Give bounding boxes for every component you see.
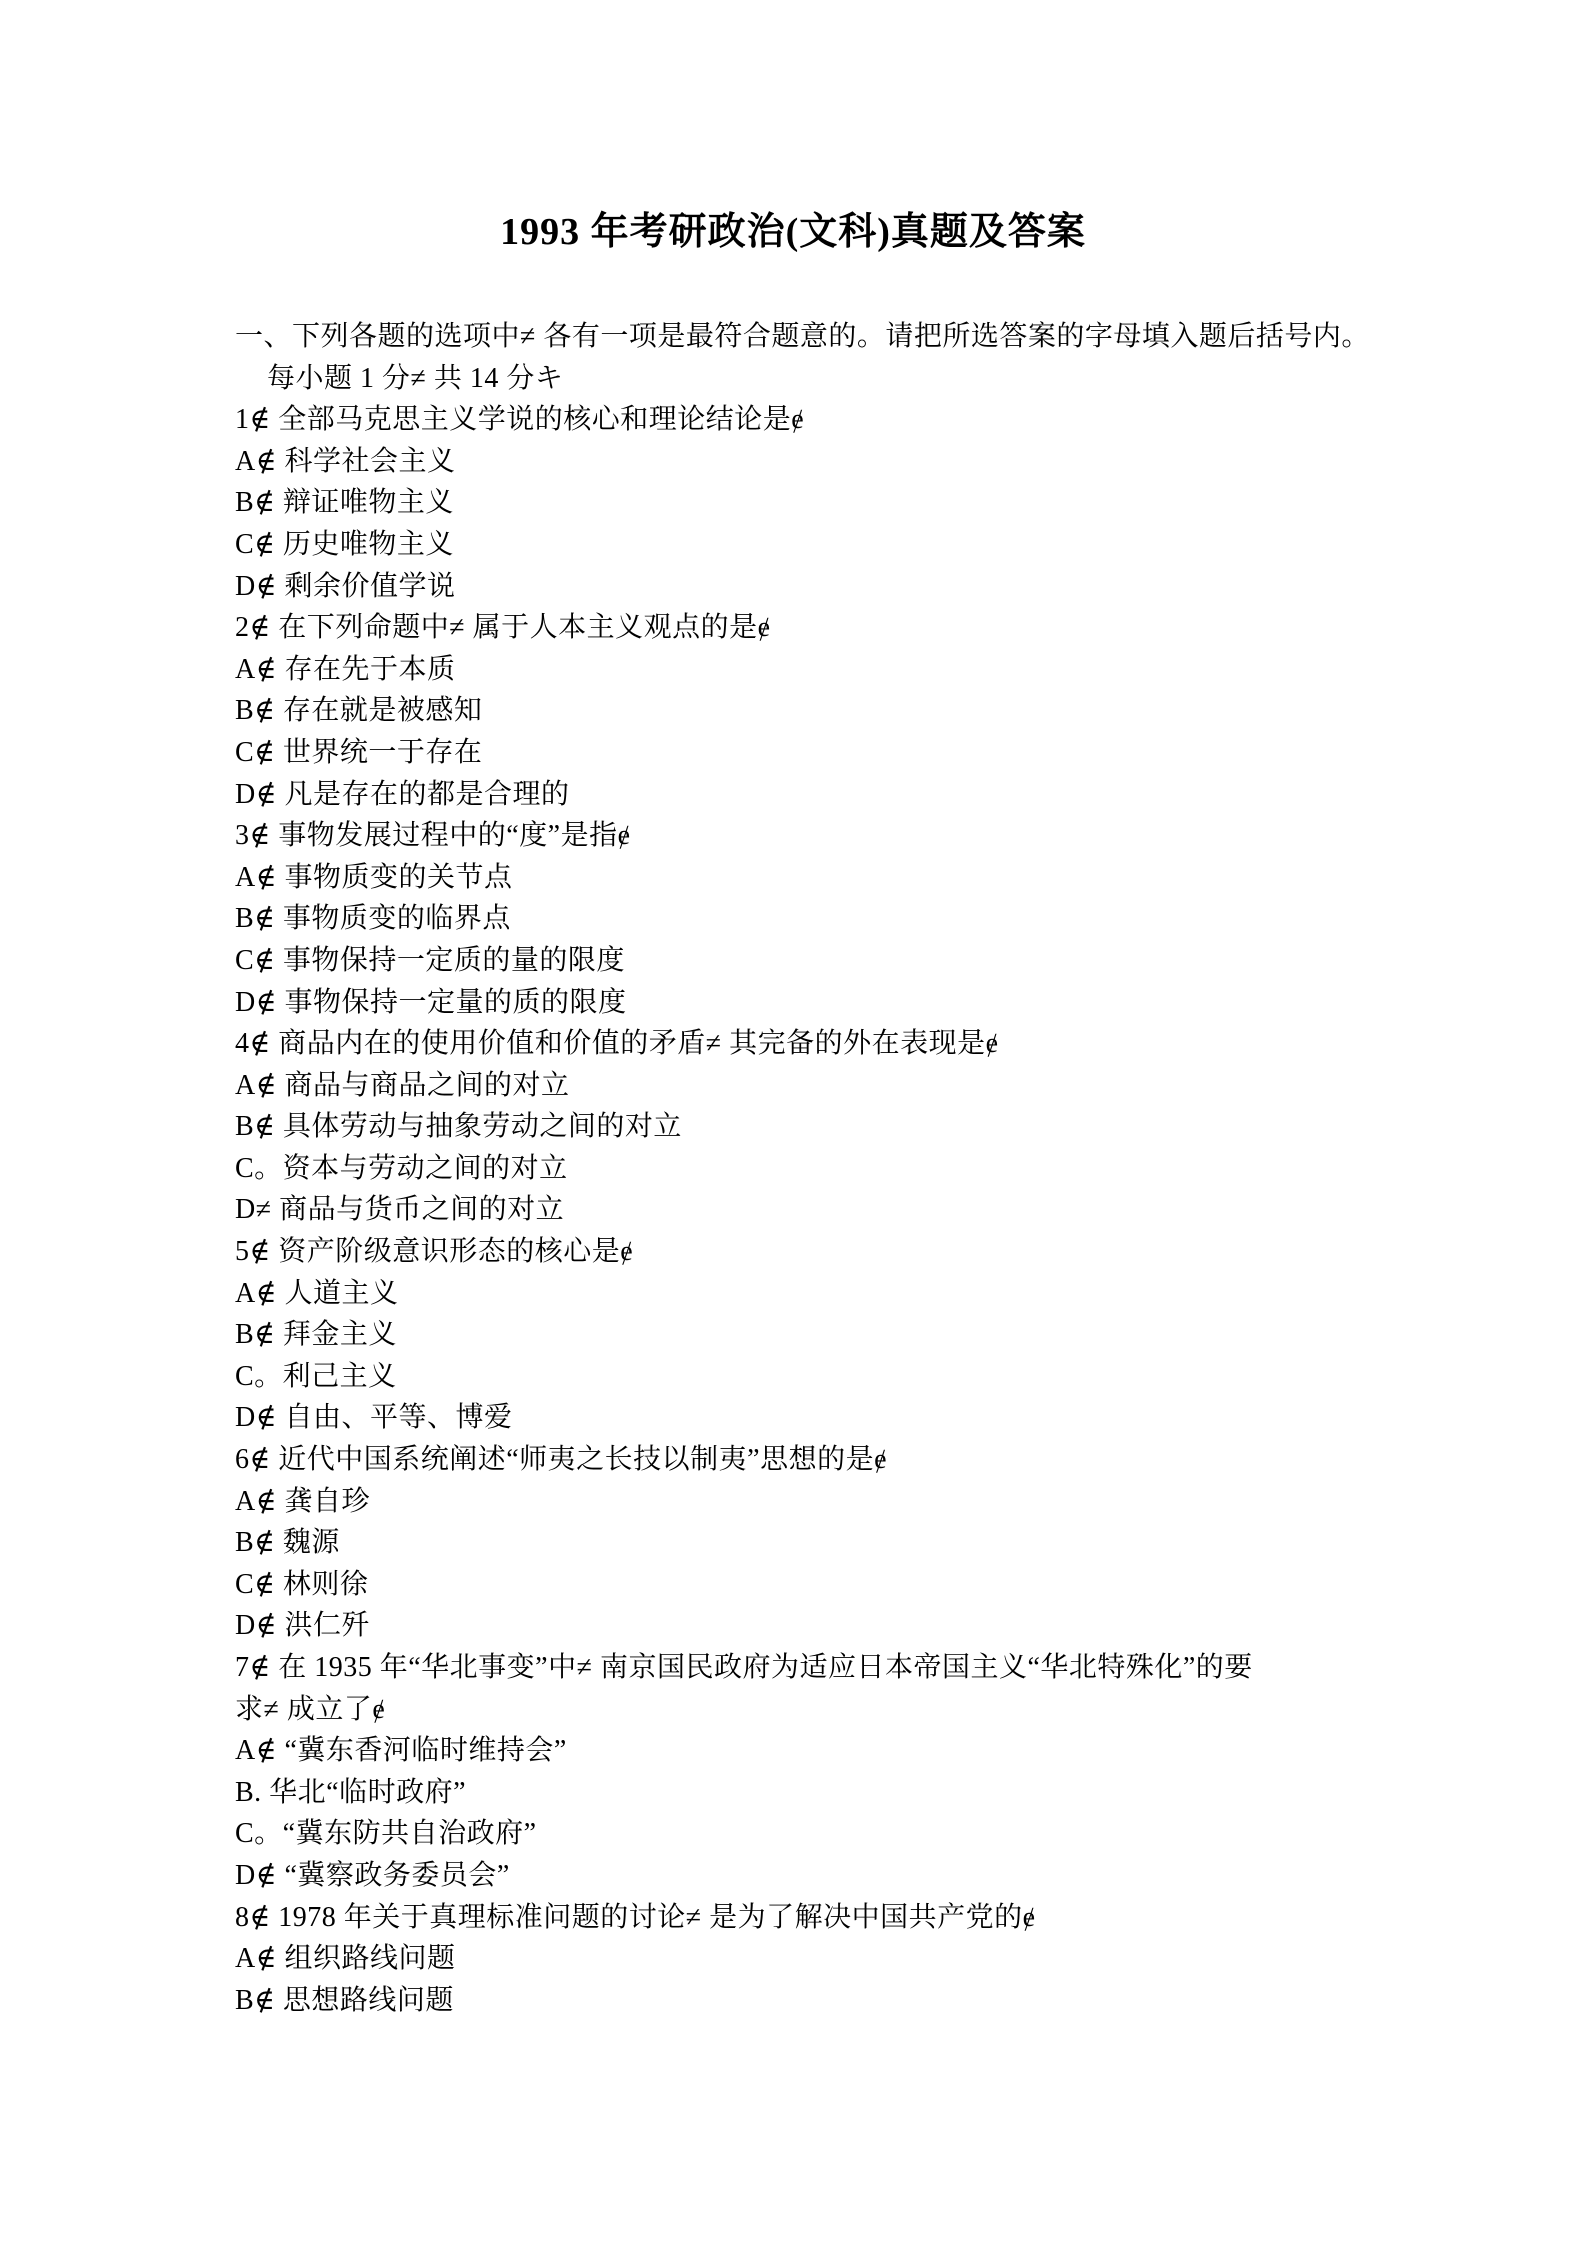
- q6-option-b: B∉ 魏源: [235, 1527, 340, 1559]
- q2-option-b: B∉ 存在就是被感知: [235, 695, 483, 727]
- q2-stem: 2∉ 在下列命题中≠ 属于人本主义观点的是ɇ: [235, 612, 771, 644]
- q4-option-a: A∉ 商品与商品之间的对立: [235, 1069, 570, 1101]
- q7-option-a: A∉ “冀东香河临时维持会”: [235, 1735, 567, 1767]
- q3-option-b: B∉ 事物质变的临界点: [235, 903, 511, 935]
- q7-stem-line-2: 求≠ 成立了ɇ: [235, 1693, 386, 1725]
- q6-option-d: D∉ 洪仁歼: [235, 1610, 370, 1642]
- q3-option-d: D∉ 事物保持一定量的质的限度: [235, 986, 627, 1018]
- q5-option-d: D∉ 自由、平等、博爱: [235, 1402, 513, 1434]
- q7-option-b: B. 华北“临时政府”: [235, 1776, 467, 1808]
- q3-stem: 3∉ 事物发展过程中的“度”是指ɇ: [235, 820, 631, 852]
- q8-option-b: B∉ 思想路线问题: [235, 1984, 454, 2016]
- q1-option-d: D∉ 剩余价值学说: [235, 570, 456, 602]
- q7-stem-line-1: 7∉ 在 1935 年“华北事变”中≠ 南京国民政府为适应日本帝国主义“华北特殊化”的要: [235, 1652, 1253, 1683]
- q1-stem: 1∉ 全部马克思主义学说的核心和理论结论是ɇ: [235, 404, 805, 436]
- q7-option-d: D∉ “冀察政务委员会”: [235, 1859, 510, 1891]
- q3-option-a: A∉ 事物质变的关节点: [235, 861, 513, 893]
- q3-option-c: C∉ 事物保持一定质的量的限度: [235, 944, 625, 976]
- q2-option-c: C∉ 世界统一于存在: [235, 736, 483, 768]
- q4-option-d: D≠ 商品与货币之间的对立: [235, 1194, 565, 1226]
- q4-stem: 4∉ 商品内在的使用价值和价值的矛盾≠ 其完备的外在表现是ɇ: [235, 1028, 999, 1060]
- q1-option-c: C∉ 历史唯物主义: [235, 528, 454, 560]
- q6-stem: 6∉ 近代中国系统阐述“师夷之长技以制夷”思想的是ɇ: [235, 1444, 888, 1476]
- document-title: 1993 年考研政治(文科)真题及答案: [500, 211, 1086, 253]
- q2-option-a: A∉ 存在先于本质: [235, 653, 456, 685]
- q5-option-c: C。利己主义: [235, 1360, 397, 1392]
- q6-option-c: C∉ 林则徐: [235, 1568, 369, 1600]
- q4-option-b: B∉ 具体劳动与抽象劳动之间的对立: [235, 1111, 682, 1143]
- q8-option-a: A∉ 组织路线问题: [235, 1943, 456, 1975]
- q2-option-d: D∉ 凡是存在的都是合理的: [235, 778, 570, 810]
- q7-option-c: C。“冀东防共自治政府”: [235, 1818, 537, 1850]
- q1-option-a: A∉ 科学社会主义: [235, 445, 456, 477]
- q5-stem: 5∉ 资产阶级意识形态的核心是ɇ: [235, 1236, 634, 1268]
- q6-option-a: A∉ 龚自珍: [235, 1485, 370, 1517]
- q4-option-c: C。资本与劳动之间的对立: [235, 1152, 568, 1184]
- section-instructions-line-1: 一、下列各题的选项中≠ 各有一项是最符合题意的。请把所选答案的字母填入题后括号内。: [235, 321, 1370, 352]
- q5-option-b: B∉ 拜金主义: [235, 1319, 397, 1351]
- q5-option-a: A∉ 人道主义: [235, 1277, 399, 1309]
- document-body: [235, 316, 1466, 2021]
- q1-option-b: B∉ 辩证唯物主义: [235, 487, 454, 519]
- section-instructions-line-2: 每小题 1 分≠ 共 14 分キ: [267, 362, 564, 394]
- q8-stem: 8∉ 1978 年关于真理标准问题的讨论≠ 是为了解决中国共产党的ɇ: [235, 1901, 1036, 1933]
